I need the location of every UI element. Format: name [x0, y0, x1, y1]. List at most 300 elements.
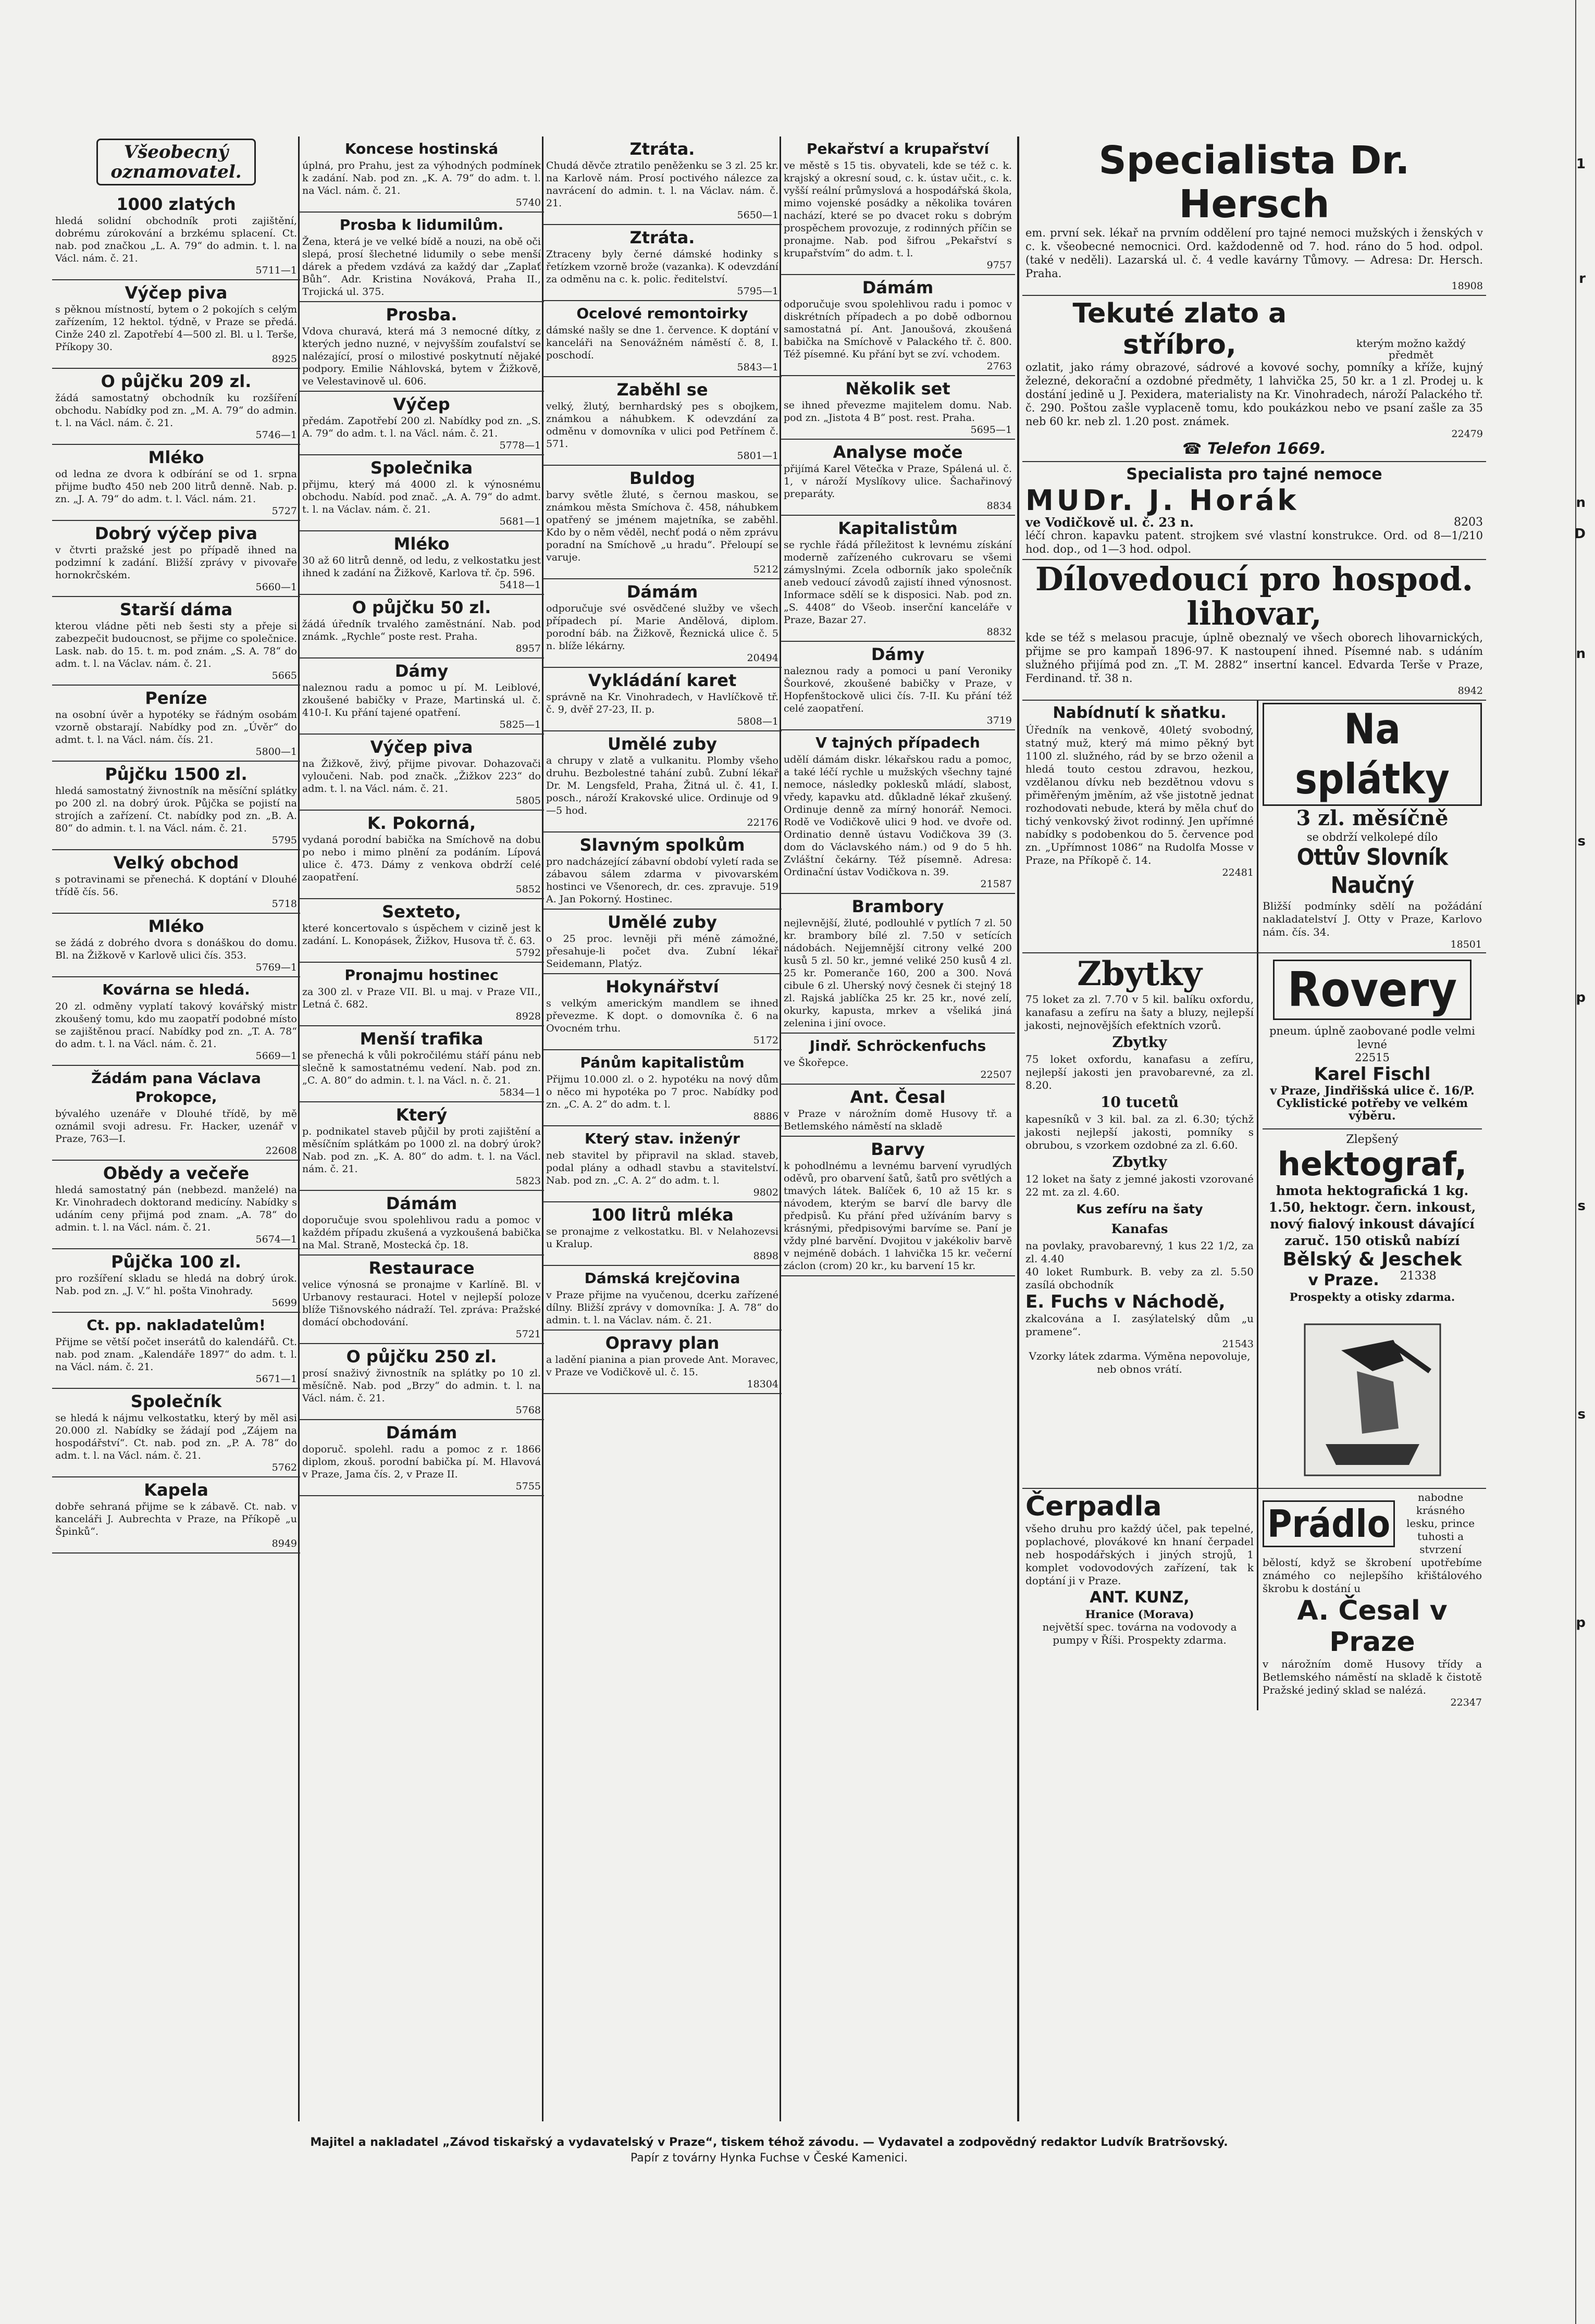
ad-headline: Pánům kapitalistům [580, 1054, 745, 1071]
ad-body: vydaná porodní babička na Smíchově na dobu po nebo i mimo plnění za podáním. Lípová ulice č. 473. Dámy z venkova obdrží celé zaopatření. [302, 834, 541, 883]
classified-ad [52, 369, 300, 445]
ad-headline: Rovery [1273, 960, 1472, 1020]
ad-headline: Opravy plan [605, 1333, 720, 1353]
ad-headline: Velký obchod [113, 853, 239, 873]
ad-headline: Koncese hostinská [344, 140, 499, 157]
pump-illustration [1294, 1314, 1451, 1486]
ad-body: léčí chron. kapavku patent. strojkem své vlastní konstrukce. Ord. od 8—1/210 hod. dop., od 1—3 hod. odpol. [1025, 529, 1483, 555]
ad-body: 40 loket Rumburk. B. veby za zl. 5.50 zasílá obchodník [1025, 1265, 1254, 1291]
ad-code: 5769—1 [255, 962, 297, 973]
ad-code: 5721 [515, 1328, 541, 1340]
classified-ad [543, 1266, 782, 1331]
ad-body: v Praze přijme na vyučenou, dcerku zařízené dílny. Bližší zprávy v domovníka: J. A. 78“ do admin. t. l. na Václav. nám. č. 21. [546, 1289, 778, 1326]
classified-ad [781, 136, 1015, 275]
ad-code: 8949 [271, 1538, 297, 1549]
ad-headline: K. Pokorná, [367, 813, 476, 833]
ad-firm: ANT. KUNZ, [1090, 1588, 1190, 1607]
hand-pump-icon [1294, 1314, 1451, 1486]
ad-headline: Kapela [144, 1480, 208, 1500]
classified-ad [543, 225, 782, 301]
ad-body: kapesníků v 3 kil. bal. za zl. 6.30; týchž jakosti nejlepší jakosti, pomníky s obrubou, s vzorkem ozdobné za zl. 6.60. [1025, 1113, 1254, 1151]
ad-body: v Praze v nárožním domě Husovy tř. a Betlemského náměstí na skladě [784, 1108, 1012, 1132]
ad-headline: Výčep [393, 394, 450, 414]
ad-headline: Několik set [845, 379, 950, 399]
ad-body: největší spec. továrna na vodovody a pumpy v Říši. Prospekty zdarma. [1042, 1621, 1237, 1646]
ad-code: 8898 [753, 1250, 778, 1262]
ad-code: 9802 [753, 1187, 778, 1198]
ad-code: 5843—1 [737, 362, 778, 373]
ad-body: se žádá z dobrého dvora s donáškou do domu. Bl. na Žižkově v Karlově ulici čís. 353. [55, 937, 297, 961]
ad-headline: Sexteto, [382, 902, 461, 922]
ad-headline: Výčep piva [370, 737, 473, 757]
ad-title: Ottův Slovník Naučný [1296, 844, 1448, 899]
ad-headline: Vykládání karet [588, 670, 737, 690]
ad-headline: Slavným spolkům [579, 835, 745, 855]
classified-ad [299, 899, 544, 963]
classified-ad [52, 1389, 300, 1477]
ad-body: správně na Kr. Vinohradech, v Havlíčkově tř. č. 9, dvěř 27-23, II. p. [546, 691, 778, 715]
classifieds-column-1 [52, 136, 300, 1554]
ad-cerpadla [1022, 1489, 1258, 1710]
ad-body: Vdova churavá, která má 3 nemocné dítky, z kterých jedno nuzné, v nejvyšším zoufalství se nalézající, prosí o milostivé poskytnutí nějaké podpory. Emilie Náhlovská, bytem v Žižkově, ve Velestavinově ul. 606. [302, 326, 541, 387]
classified-ad [543, 136, 782, 225]
ad-code: 5801—1 [737, 450, 778, 462]
edge-mark: p [1576, 1615, 1586, 1631]
ad-body: Přijmu 10.000 zl. o 2. hypotéku na nový dům o něco mi hypotéka po 7 proc. Nabídky pod zn. „C. A. 2“ do adm. t. l. [546, 1074, 778, 1110]
classified-ad [299, 392, 544, 455]
ad-code: 18908 [1451, 280, 1483, 292]
ad-body: 20 zl. odměny vyplatí takový kovářský mistr zkoušený tomu, kdo mu zaopatří podobné místo se zajištěnou prací. Nabídky pod zn. „T. A. 78“ do adm. t. l. na Václ. nám. č. 21. [55, 1001, 297, 1050]
ad-code: 5762 [271, 1462, 297, 1473]
edge-mark: s [1577, 1198, 1586, 1214]
ad-body: které koncertovalo s úspěchem v cizině jest k zadání. L. Konopásek, Žižkov, Husova tř. č. 63. [302, 923, 541, 947]
classified-ad [299, 136, 544, 213]
classified-ad [52, 1313, 300, 1389]
ad-headline: Jindř. Schröckenfuchs [809, 1037, 986, 1054]
classified-ad [299, 1026, 544, 1102]
ad-subhead: Zbytky [1112, 1153, 1167, 1171]
ad-headline: Obědy a večeře [103, 1163, 250, 1183]
ad-headline: Specialista Dr. Hersch [1098, 138, 1410, 227]
classified-ad [781, 275, 1015, 376]
ad-headline: Výčep piva [125, 283, 228, 303]
classified-ad [781, 516, 1015, 642]
ad-body: em. první sek. lékař na prvním oddělení pro tajné nemoci mužských i ženských v c. k. všeobecné nemocnici. Ord. každodenně od 7. hod. ráno do 5 hod. odpol. (také v neděli). Lazarská ul. č. 4 vedle kavárny Tůmovy. — Adresa: Dr. Hersch. Praha. [1025, 227, 1483, 280]
ad-subhead: Zbytky [1112, 1034, 1167, 1051]
ad-body: naleznou radu a pomoc u pí. M. Leiblové, zkoušené babičky v Praze, Martinská ul. č. 410-I. Ku přání tajené opatření. [302, 682, 541, 718]
ad-body: ozlatit, jako rámy obrazové, sádrové a kovové sochy, pomníky a kříže, kujný železné, dekorační a ozdobné předměty, 1 lahvička 25, 50 kr. a 1 zl. Prodej u. k dostání jedině u J. Pexidera, materialisty na Kr. Vinohradech, nároží Palackého tř. č. 290. Poštou zašle vyplaceně tomu, kdo poukázkou nebo ve psaní zašle za 35 neb 60 kr. neb zl. 1.20 post. známek. [1025, 361, 1483, 428]
imprint-line-2: Papír z továrny Hynka Fuchse v České Kamenici. [630, 2152, 908, 2165]
display-ads-column [1022, 136, 1486, 1710]
ad-headline: Ocelové remontoirky [576, 305, 748, 322]
ad-code: 21587 [980, 878, 1012, 890]
classified-ad [543, 466, 782, 579]
edge-mark: r [1579, 271, 1586, 287]
classified-ad [543, 910, 782, 974]
ad-body: se pronajme z velkostatku. Bl. v Nelahozevsi u Kralup. [546, 1226, 778, 1250]
ad-headline: O půjčku 209 zl. [101, 371, 252, 391]
classified-ad [543, 1202, 782, 1266]
classified-ad [52, 914, 300, 977]
ad-prehead: Zlepšený [1346, 1133, 1399, 1146]
ad-code: 5805 [515, 795, 541, 806]
ad-body: prosí snaživý živnostník na splátky po 10 zl. měsíčně. Nab. pod „Brzy“ do admin. t. l. na Václ. nám. č. 21. [302, 1368, 541, 1404]
classified-ad [299, 1344, 544, 1420]
ad-body: o 25 proc. levněji při méně zámožné, přesahuje-li počet dva. Zubní lékař Seidemann, Platýz. [546, 933, 778, 970]
ad-code: 8942 [1457, 685, 1483, 697]
ad-code: 8203 [1454, 516, 1483, 529]
ad-code: 8834 [986, 500, 1012, 512]
classified-ad [299, 1420, 544, 1496]
classified-ad [52, 850, 300, 914]
ad-body: Úředník na venkově, 40letý svobodný, statný muž, který má mimo pěkný byt 1100 zl. služného, rád by se brzo oženil a hledá touto cestou zdravou, hezkou, vzdělanou dívku neb bezdětnou vdovu s přiměřeným jměním, až vše jistotně jednat rozhodovati nebude, která by měla chuť do tichý venkovský život rodinný. Jen upřímné nabídky s podobenkou do 5. července pod zn. „Upřímnost 1086“ na Rudolfa Mosse v Praze, na Příkopě č. 14. [1025, 724, 1254, 866]
ad-code: 5727 [271, 505, 297, 517]
ad-headline: Peníze [145, 688, 207, 708]
ad-body: se rychle řádá příležitost k levnému získání moderně zařízeného cukrovaru se všemi zámyslnými. Zcela odborník jako společník aneb vedoucí závodů zajistí ihned výnosnost. Informace sdělí se k disposici. Nab. pod zn. „S. 4408“ do Všeob. inserční kanceláře v Praze, Bazar 27. [784, 539, 1012, 626]
ad-headline: Půjčka 100 zl. [111, 1252, 241, 1272]
ad-code: 5660—1 [255, 581, 297, 593]
ad-body: zkalcována a I. zasýlatelský dům „u pramene“. [1025, 1312, 1254, 1338]
classified-ad [781, 376, 1015, 440]
ad-body: doporučuje svou spolehlivou radu a pomoc v každém případu zkušená a vyzkoušená babička na Mal. Straně, Mostecká čp. 18. [302, 1214, 541, 1251]
classified-ad [543, 1126, 782, 1202]
ad-code: 5711—1 [255, 265, 297, 276]
ad-code: 9757 [986, 259, 1012, 271]
classified-ad [543, 1050, 782, 1126]
ad-headline: Který stav. inženýr [585, 1130, 740, 1147]
classified-ad [52, 1066, 300, 1161]
ad-city: v Praze. [1308, 1271, 1379, 1289]
ad-horak [1022, 462, 1486, 560]
ad-code: 5669—1 [255, 1050, 297, 1062]
edge-mark: s [1577, 834, 1586, 849]
classified-ad [52, 445, 300, 521]
classified-ad [299, 735, 544, 811]
ad-snatek [1022, 701, 1258, 952]
ad-code: 5665 [271, 670, 297, 681]
ad-code: 5795 [271, 835, 297, 846]
classified-ad [781, 642, 1015, 730]
ad-body: odporučuje své osvědčené služby ve všech případech pí. Marie Andělová, diplom. porodní báb. na Žižkově, Řeznická ulice č. 5 n. blíže lékárny. [546, 603, 778, 652]
ad-body: od ledna ze dvora k odbírání se od 1. srpna přijme buďto 450 neb 200 litrů denně. Nab. p. zn. „J. A. 79“ do adm. t. l. Václ. nám. 21. [55, 468, 297, 505]
ad-code: 8886 [753, 1111, 778, 1122]
ad-code: 5800—1 [255, 746, 297, 757]
ad-headline: Hokynářství [605, 977, 719, 997]
ad-body: nejlevnější, žluté, podlouhlé v pytlích 7 zl. 50 kr. brambory bílé zl. 7.50 v setících nádobách. Nejjemnější citrony velké 200 kusů 5 zl. 50 kr., jemné veliké 250 kusů 4 zl. 25 kr. Pomeranče 160, 200 a 300. Nová cibule 6 zl. Uherský nový česnek či stejný 18 zl. Rajská jablíčka 25 kr. 25 kr., nové zelí, okurky, kapusta, mrkev a všeliká jiná zelenina i jiní ovoce. [784, 917, 1012, 1029]
ad-code: 22515 [1355, 1051, 1390, 1064]
classified-ad [52, 192, 300, 280]
ad-code: 18501 [1450, 939, 1482, 950]
ad-headline: Specialista pro tajné nemoce [1126, 465, 1382, 483]
next-page-edge [1554, 0, 1595, 2324]
ad-code: 22507 [980, 1069, 1012, 1080]
ad-subhead: 10 tucetů [1100, 1093, 1179, 1111]
ad-body: Bližší podmínky sdělí na požádání nakladatelství J. Otty v Praze, Karlovo nám. čís. 34. [1263, 900, 1482, 938]
ad-code: 22479 [1451, 428, 1483, 440]
ad-headline: V tajných případech [815, 734, 980, 751]
ad-code: 5674—1 [255, 1234, 297, 1245]
ad-row [1022, 701, 1486, 953]
ad-body: 30 až 60 litrů denně, od ledu, z velkostatku jest ihned k zadání na Žižkově, Karlova tř. čp. 596. [302, 555, 541, 579]
ad-body: Chudá děvče ztratilo peněženku se 3 zl. 25 kr. na Karlově nám. Prosí poctivého nálezce za navrácení do admin. t. l. na Václav. nám. č. 21. [546, 160, 778, 209]
ad-code: 5795—1 [737, 285, 778, 297]
ad-hersch [1022, 136, 1486, 296]
ad-code: 5808—1 [737, 716, 778, 727]
ad-body: a chrupy v zlatě a vulkanitu. Plomby všeho druhu. Bezbolestné tahání zubů. Zubní lékař Dr. M. Lengsfeld, Praha, Žitná ul. č. 41, I. posch., nároží Krakovské ulice. Ordinuje od 9—5 hod. [546, 755, 778, 816]
ad-body: na Žižkově, živý, přijme pivovar. Dohazovači vyloučeni. Nab. pod značk. „Žižkov 223“ do adm. t. l. na Václ. nám. č. 21. [302, 758, 541, 794]
ad-code: 5718 [271, 898, 297, 910]
imprint [52, 2135, 1486, 2166]
ad-rovery [1258, 953, 1486, 1488]
classified-ad [781, 730, 1015, 894]
ad-code: 5681—1 [499, 516, 541, 527]
ad-code: 3719 [986, 715, 1012, 726]
ad-body: pro nadcházející zábavní období vyletí rada se zábavou sálem zdarma v pivovarském hostinci ve Všenorech, dr. ces. zpravuje. 519 A. Jan Pokorný. Hostinec. [546, 856, 778, 905]
ad-body: s pěknou místností, bytem o 2 pokojích s celým zařízením, 12 hektol. týdně, v Praze se předá. Cinže 240 zl. Zapotřebí 4—500 zl. Bl. u l. Terše, Příkopy 30. [55, 304, 297, 353]
ad-firm: A. Česal v Praze [1297, 1595, 1448, 1658]
classified-ad [52, 762, 300, 850]
classified-ad [543, 731, 782, 832]
classified-ad [299, 658, 544, 735]
classified-ad [543, 832, 782, 910]
ad-headline: Umělé zuby [607, 734, 717, 754]
ad-headline: Tekuté zlato a stříbro, [1072, 298, 1287, 361]
ad-code: 22481 [1222, 867, 1254, 878]
ad-code: 18304 [747, 1378, 778, 1390]
ad-headline: Barvy [871, 1139, 925, 1159]
ad-code: 5671—1 [255, 1373, 297, 1385]
edge-mark: n [1576, 495, 1586, 511]
ad-body: kde se též s melasou pracuje, úplně obeznalý ve všech oborech lihovarnických, přijme se pro kampaň 1896-97. K nastoupení ihned. Písemné nab. s udáním služného přijímá pod zn. „T. M. 2882“ insertní kancel. Edvarda Terše v Praze, Ferdinand. tř. 38 n. [1025, 631, 1483, 685]
classified-ad [52, 686, 300, 762]
ad-code: 5792 [515, 947, 541, 959]
ad-address: ve Vodičkově ul. č. 23 n. [1025, 515, 1194, 530]
ad-code: 5852 [515, 884, 541, 895]
classified-ad [52, 597, 300, 686]
ad-body: všeho druhu pro každý účel, pak tepelné, poplachové, plovákové kn hnaní čerpadel neb hospodářských i jiných strojů, 1 komplet vodovodových zařízení, tak k doptání ji v Praze. [1025, 1522, 1254, 1587]
classified-ad [52, 280, 300, 369]
ad-headline: Mléko [148, 916, 204, 936]
classified-ad [299, 1191, 544, 1256]
classified-ad [781, 1034, 1015, 1085]
ad-code: 22176 [747, 817, 778, 828]
ad-headline: Umělé zuby [607, 912, 717, 932]
ad-headline: Prádlo [1263, 1500, 1395, 1547]
classified-ad [52, 1477, 300, 1554]
ad-hektograf [1263, 1128, 1482, 1303]
classifieds-column-4 [781, 136, 1015, 1276]
ad-code: 8957 [515, 643, 541, 654]
ad-headline: Ztráta. [629, 228, 695, 247]
ad-headline: Buldog [629, 468, 695, 488]
ad-headline: Ant. Česal [850, 1087, 946, 1107]
classified-ad [299, 1102, 544, 1191]
ad-body: přijmu, který má 4000 zl. k výnosnému obchodu. Nabíd. pod znač. „A. A. 79“ do admt. t. l. na Václav. nám. č. 21. [302, 479, 541, 515]
ad-body: 75 loket za zl. 7.70 v 5 kil. balíku oxfordu, kanafasu a zefíru na šaty a bluzy, nejlepší jakosti, nejnovějších efektních vzorů. [1025, 993, 1254, 1031]
ad-headline: Dobrý výčep piva [95, 524, 257, 543]
ad-row [1022, 1489, 1486, 1710]
ad-body: v nárožním domě Husovy třídy a Betlemského náměstí na skladě k čistotě Pražské jediný sklad se nalézá. [1263, 1658, 1482, 1696]
ad-code: 5825—1 [499, 719, 541, 730]
classified-ad [299, 811, 544, 899]
section-badge: Všeobecný oznamovatel. [96, 139, 256, 185]
ad-body: 75 loket oxfordu, kanafasu a zefíru, nejlepší jakosti jen pravobarevné, za zl. 8.20. [1025, 1053, 1254, 1091]
ad-headline: Prosba. [386, 305, 458, 325]
ad-headline: Mléko [393, 534, 450, 554]
classified-ad [299, 1256, 544, 1344]
ad-body: k pohodlnému a levnému barvení vyrudlých oděvů, pro obarvení šatů, šatů pro světlých a tmavých látek. Balíček 6, 10 až 15 kr. s návodem, kterým se barví dle barvy dle předpisů. Ku přání před užíváním barvy s krásnými, předpisovými barvíme se. Paní je vždy plné barvění. Dvojitou v jakékoliv barvě v nejméně dobách. 1 lahvička 15 kr. večerní záclon (crom) 20 kr., ku barvení 15 kr. [784, 1160, 1012, 1272]
ad-body: velký, žlutý, bernhardský pes s obojkem, známkou a náhubkem. K odevzdání za odměnu v domovníka v ulici pod Petřínem č. 571. [546, 401, 778, 450]
ad-body: udělí dámám diskr. lékařskou radu a pomoc, a také léčí rychle u mužských všechny tajné nemoce, následky poklesků mládí, slabost, vředy, kapavku atd. důkladně lékař zkušený. Ordinuje denně za mírný honorář. Nemoci. Rodě ve Vodičkově ulici 9 hod. ve dvoře od. Ordinatio denně ústavu Vodičkova 39 (3. dom do Václavského nám.) od 9 do 5 hh. Zvláštní čekárny. Též písemně. Adresa: Ordinační ústav Vodičkova n. 39. [784, 754, 1012, 878]
ad-headline: Ct. pp. nakladatelům! [86, 1316, 266, 1334]
classified-ad [52, 977, 300, 1066]
classified-ad [52, 1161, 300, 1249]
ad-body: Vzorky látek zdarma. Výměna nepovoluje, neb obnos vrátí. [1029, 1350, 1251, 1375]
ad-body: bývalého uzenáře v Dlouhé třídě, by mě oznámil svoji adresu. Fr. Hacker, uzenář v Praze, 763—I. [55, 1108, 297, 1145]
ad-code: 5650—1 [737, 209, 778, 221]
ad-headline: Půjčku 1500 zl. [105, 764, 248, 784]
ad-body: Přijme se větší počet inserátů do kalendářů. Ct. nab. pod znam. „Kalendáře 1897“ do adm. t. l. na Václ. nám. č. 21. [55, 1336, 297, 1373]
ad-code: 5768 [515, 1405, 541, 1416]
edge-mark: D [1574, 526, 1586, 542]
ad-headline: Menší trafika [360, 1029, 484, 1049]
ad-headline: Pronajmu hostinec [344, 966, 499, 984]
section-heading [52, 136, 300, 192]
ad-headline: Analyse moče [833, 442, 963, 462]
ad-body: velice výnosná se pronajme v Karlíně. Bl. v Urbanovy restauraci. Hotel v nejlepší poloze blíže Tišnovského nádraží. Tel. zpráva: Pražské domácí obchodování. [302, 1279, 541, 1328]
classified-ad [299, 531, 544, 595]
ad-body: barvy světle žluté, s černou maskou, se známkou města Smíchova č. 458, náhubkem opatřený se jménem majetníka, se zaběhl. Kdo by o něm věděl, nechť podá o něm zprávu poradní na Smíchově „u hradu“. Přeloupí se varuje. [546, 489, 778, 563]
ad-body: ve městě s 15 tis. obyvateli, kde se též c. k. krajský a okresní soud, c. k. ústav učit., c. k. vyšší reální průmyslová a hospodářská škola, mimo vojenské posádky a několika továren nachází, které se po dvacet roku s dobrým prospěchem provozuje, z rodinných příčin se pronajme. Nab. pod šifrou „Pekařství s krupařstvím“ do adm. t. l. [784, 160, 1012, 259]
ad-headline: Brambory [851, 897, 944, 916]
ad-doctor-name: MUDr. J. Horák [1025, 484, 1300, 517]
ad-row [1022, 953, 1486, 1489]
ad-subhead: kterým možno každý předmět [1356, 337, 1466, 361]
classified-ad [781, 440, 1015, 516]
ad-firm: Karel Fischl [1314, 1064, 1431, 1085]
ad-headline: Který [395, 1105, 448, 1125]
ad-body: hledá solidní obchodník proti zajištění, dobrému zúrokování a brzkému splacení. Ct. nab. pod značkou „L. A. 79“ do admin. t. l. na Václ. nám. č. 21. [55, 215, 297, 264]
ad-body: se ihned převezme majitelem domu. Nab. pod zn. „Jistota 4 B“ post. rest. Praha. [784, 400, 1012, 424]
ad-body: na povlaky, pravobarevný, 1 kus 22 1/2, za zl. 4.40 [1025, 1239, 1254, 1265]
ad-zbytky [1022, 953, 1258, 1488]
ad-subhead: Kus zefíru na šaty [1076, 1202, 1203, 1216]
ad-headline: Žádám pana Václava Prokopce, [91, 1070, 261, 1105]
classified-ad [781, 1085, 1015, 1137]
ad-body: 12 loket na šaty z jemné jakosti vzorované 22 mt. za zl. 4.60. [1025, 1173, 1254, 1198]
ad-body: se obdrží velkolepé dílo [1306, 831, 1438, 843]
ad-headline: Zaběhl se [616, 380, 708, 400]
ad-body: Žena, která je ve velké bídě a nouzi, na obě oči slepá, prosí šlechetné lidumily o sebe menší dárek a předem vzdává za každý dar „Zaplať Bůh“. Adr. Kristina Nováková, Praha II., Trojická ul. 375. [302, 236, 541, 297]
ad-code: 8925 [271, 353, 297, 365]
ad-body: Cyklistické potřeby ve velkém výběru. [1276, 1097, 1468, 1123]
ad-headline: Kapitalistům [838, 518, 958, 538]
ad-headline: 100 litrů mléka [591, 1205, 734, 1225]
classified-ad [781, 1137, 1015, 1276]
ad-headline: Restaurace [368, 1258, 475, 1278]
ad-code: 5746—1 [255, 429, 297, 441]
ad-headline: Kovárna se hledá. [102, 981, 250, 998]
ad-firm: E. Fuchs v Náchodě, [1025, 1291, 1226, 1312]
ad-subhead: 3 zl. měsíčně [1296, 806, 1449, 830]
ad-pradlo [1258, 1489, 1486, 1710]
column-rule [1017, 136, 1019, 2121]
ad-code: 5778—1 [499, 440, 541, 451]
ad-headline: Zbytky [1077, 954, 1202, 993]
ad-headline: hektograf, [1277, 1145, 1467, 1183]
ad-tekute-zlato [1022, 296, 1486, 462]
ad-headline: O půjčku 50 zl. [352, 598, 491, 617]
ad-code: 5172 [753, 1035, 778, 1046]
ad-lihovar [1022, 560, 1486, 701]
ad-body: hledá samostatný živnostník na měsíční splátky po 200 zl. na dobrý úrok. Půjčka se pojistí na strojích a zařízení. Ct. nabídky pod zn. „B. A. 80“ do admin. t. l. na Václ. nám. č. 21. [55, 785, 297, 834]
ad-body: bělostí, když se škrobení upotřebíme známého co nejlepšího křištálového škrobu k dostání u [1263, 1556, 1482, 1595]
ad-body: kterou vládne pěti neb šesti sty a přeje si zabezpečit budoucnost, se přijme co společnice. Lask. nab. do 15. t. m. pod znám. „S. A. 78“ do adm. t. l. na Václav. nám. č. 21. [55, 620, 297, 669]
edge-mark: s [1577, 1407, 1586, 1422]
classified-ad [299, 213, 544, 302]
ad-headline: Dámám [862, 278, 934, 297]
ad-address: Hranice (Morava) [1085, 1608, 1194, 1621]
ad-body: v čtvrti pražské jest po případě ihned na podzimní k zadání. Bližší zprávy v pivovaře hornokrčském. [55, 544, 297, 581]
ad-body: odporučuje svou spolehlivou radu i pomoc v diskrétních případech a po době odbornou samostatná pí. Ant. Janoušová, zkoušená babička na Smíchově v Palackého tř. č. 800. Též písemné. Ku přání byt se zví. vchodem. [784, 299, 1012, 360]
ad-code: 5755 [515, 1481, 541, 1492]
ad-body: pro rozšíření skladu se hledá na dobrý úrok. Nab. pod zn. „J. V.“ hl. pošta Vinohrady. [55, 1273, 297, 1297]
ad-headline: Společník [130, 1391, 222, 1411]
ad-body: dámské našly se dne 1. července. K doptání v kanceláři na Senovážném náměstí č. 8, I. poschodí. [546, 325, 778, 361]
ad-body: naleznou rady a pomoci u paní Veroniky Šourkové, zkoušené babičky v Praze, v Hopfenštockově ulici čís. 7-II. Ku přání též celé zaopatření. [784, 665, 1012, 714]
ad-headline: Dámám [386, 1423, 458, 1443]
ad-headline: Dámy [394, 661, 449, 681]
ad-body: neb stavitel by připravil na sklad. staveb, podal plány a odhadl stavbu a stavitelství. Nab. pod zn. „C. A. 2“ do adm. t. l. [546, 1150, 778, 1186]
ad-headline: Mléko [148, 448, 204, 467]
ad-code: 5695—1 [970, 424, 1012, 436]
ad-code: 2763 [986, 361, 1012, 372]
ad-body: pneum. úplně zaobované podle velmi levné [1269, 1025, 1475, 1051]
ad-code: 5418—1 [499, 579, 541, 591]
ad-na-splatky [1258, 701, 1486, 952]
ad-code: 8832 [986, 626, 1012, 638]
ad-code: 21543 [1222, 1338, 1254, 1350]
classified-ad [52, 521, 300, 597]
ad-headline: Dámy [871, 644, 925, 664]
classified-ad [299, 455, 544, 531]
ad-headline: Starší dáma [119, 600, 233, 619]
ad-body: a ladění pianina a pian provede Ant. Moravec, v Praze ve Vodičkově ul. č. 15. [546, 1354, 778, 1378]
ad-code: 22347 [1450, 1697, 1482, 1708]
ad-code: 8928 [515, 1011, 541, 1022]
ad-body: žádá úředník trvalého zaměstnání. Nab. pod známk. „Rychle“ poste rest. Praha. [302, 618, 541, 642]
edge-mark: 1 [1576, 156, 1586, 172]
ad-body: ve Škořepce. [784, 1057, 849, 1068]
ad-body: na osobní úvěr a hypotéky se řádným osobám vzorně obstarají. Nabídky pod zn. „Úvěr“ do admt. t. l. na Václ. nám. čís. 21. [55, 709, 297, 745]
classified-ad [299, 302, 544, 392]
ad-headline: Ztráta. [629, 139, 695, 159]
ad-body: úplná, pro Prahu, jest za výhodných podmínek k zadání. Nab. pod zn. „K. A. 79“ do adm. t. l. na Václ. nám. č. 21. [302, 160, 541, 196]
ad-headline: Čerpadla [1025, 1491, 1162, 1522]
ad-headline: O půjčku 250 zl. [346, 1347, 497, 1366]
imprint-line-1: Majitel a nakladatel „Závod tiskařský a vydavatelský v Praze“, tiskem téhož závodu. — Vydavatel a zodpovědný redaktor Ludvík Bratršovský. [310, 2136, 1228, 2149]
ad-address: v Praze, Jindřišská ulice č. 16/P. [1270, 1084, 1475, 1098]
classified-ad [299, 963, 544, 1026]
classified-ad [52, 1249, 300, 1313]
ad-headline: Společnika [370, 458, 473, 478]
phone-icon: ☎ [1182, 440, 1207, 458]
ad-headline: Dámská krejčovina [584, 1270, 740, 1287]
ad-code: 5740 [515, 197, 541, 208]
ad-body: hmota hektografická 1 kg. 1.50, hektogr. čern. inkoust, nový fialový inkoust dávající zaruč. 150 otisků nabízí [1268, 1183, 1476, 1248]
classified-ad [543, 301, 782, 377]
ad-code: 22608 [265, 1145, 297, 1157]
